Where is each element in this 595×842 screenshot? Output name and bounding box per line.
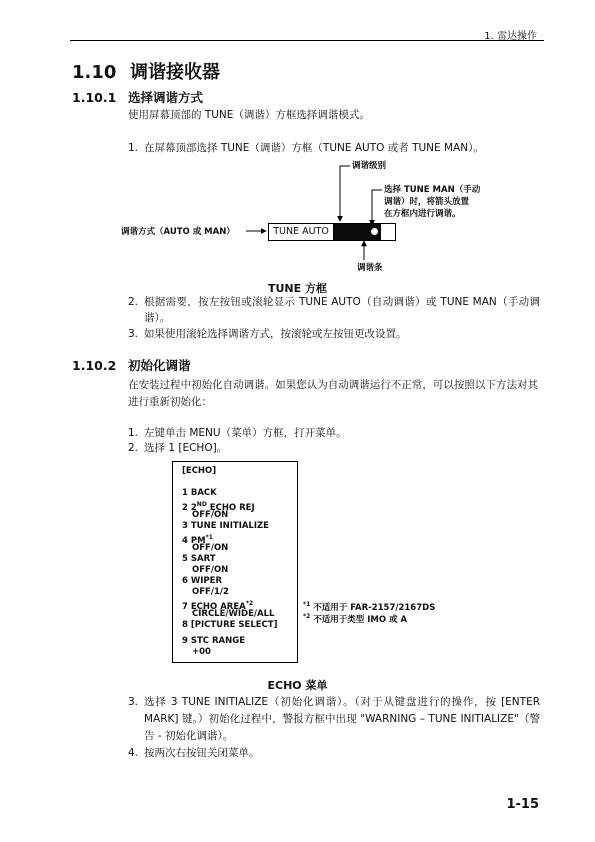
section-title: 调谐接收器 xyxy=(130,62,220,83)
menu-item-echo-area: 7 ECHO AREA$^{*2}$ xyxy=(182,600,254,612)
menu-item-sart: 5 SART xyxy=(182,554,216,564)
subsection-title-1: 选择调谐方式 xyxy=(128,90,204,105)
menu-item-pm-options: OFF/ON xyxy=(192,543,229,553)
menu-item-echo-area-options: CIRCLE/WIDE/ALL xyxy=(192,609,275,619)
menu-item-wiper: 6 WIPER xyxy=(182,576,222,586)
menu-item-stc-range: 9 STC RANGE xyxy=(182,636,246,646)
sub2-step-1: 1. 左键单击 MENU（菜单）方框，打开菜单。 xyxy=(128,427,347,439)
subsection-number-2: 1.10.2 xyxy=(72,358,117,373)
sub2-step-2: 2. 选择 1 [ECHO]。 xyxy=(128,442,228,454)
menu-item-wiper-options: OFF/1/2 xyxy=(192,587,229,597)
sub1-step-2: 2. 根据需要，按左按钮或滚轮显示 TUNE AUTO（自动调谐）或 TUNE MAN（手动调谐）。 xyxy=(128,296,540,324)
menu-title: [ECHO] xyxy=(182,466,217,476)
diagram-caption: TUNE 方框 xyxy=(268,282,327,295)
sub2-intro: 在安装过程中初始化自动调谐。如果您认为自动调谐运行不正常，可以按照以下方法对其进行重新初始化： xyxy=(128,379,538,408)
menu-caption: ECHO 菜单 xyxy=(267,679,328,692)
tune-mode-text: TUNE AUTO xyxy=(269,224,334,240)
page-number: 1-15 xyxy=(506,797,539,812)
menu-item-picture-select: 8 [PICTURE SELECT] xyxy=(182,620,278,630)
label-tune-level: 调谐级别 xyxy=(352,161,387,171)
subsection-number-1: 1.10.1 xyxy=(72,90,117,105)
sub1-step-1: 1. 在屏幕顶部选择 TUNE（调谐）方框（TUNE AUTO 或者 TUNE MAN）。 xyxy=(128,142,484,154)
label-tune-mode: 调谐方式（AUTO 或 MAN） xyxy=(121,227,235,237)
sub1-intro: 使用屏幕顶部的 TUNE（调谐）方框选择调谐模式。 xyxy=(128,109,370,121)
menu-item-2nd-echo-rej-options: OFF/ON xyxy=(192,510,229,520)
label-tune-bar: 调谐条 xyxy=(357,263,383,273)
footnote-1: $^{*1}$ 不适用于 FAR-2157/2167DS xyxy=(303,601,436,613)
menu-item-pm: 4 PM$^{*1}$ xyxy=(182,534,213,546)
label-select-tune-man: 选择 TUNE MAN（手动 调谐）时，将箭头放置 在方框内进行调谐。 xyxy=(384,185,481,219)
menu-item-stc-range-value: +00 xyxy=(192,647,211,657)
subsection-heading-2 xyxy=(72,356,191,374)
menu-item-back: 1 BACK xyxy=(182,488,217,498)
sub2-step-3: 3. 选择 3 TUNE INITIALIZE（初始化调谐）。（对于从键盘进行的操作，按 [ENTER MARK] 键。）初始化过程中，警报方框中出现 "WARNING – TUNE INITIALIZE"（警告 - 初始化调谐）。 xyxy=(128,696,540,742)
section-number: 1.10 xyxy=(72,62,117,83)
menu-item-tune-initialize: 3 TUNE INITIALIZE xyxy=(182,521,269,531)
menu-item-2nd-echo-rej: 2 2ND ECHO REJ xyxy=(182,501,255,513)
sub1-step-3: 3. 如果使用滚轮选择调谐方式，按滚轮或左按钮更改设置。 xyxy=(128,328,407,340)
menu-item-sart-options: OFF/ON xyxy=(192,565,229,575)
subsection-title-2: 初始化调谐 xyxy=(128,358,191,373)
running-header: 1. 雷达操作 xyxy=(484,31,537,42)
footnote-2: $^{*2}$ 不适用于类型 IMO 或 A xyxy=(303,613,408,625)
sub2-step-4: 4. 按两次右按钮关闭菜单。 xyxy=(128,747,260,759)
echo-menu-box xyxy=(172,461,298,663)
